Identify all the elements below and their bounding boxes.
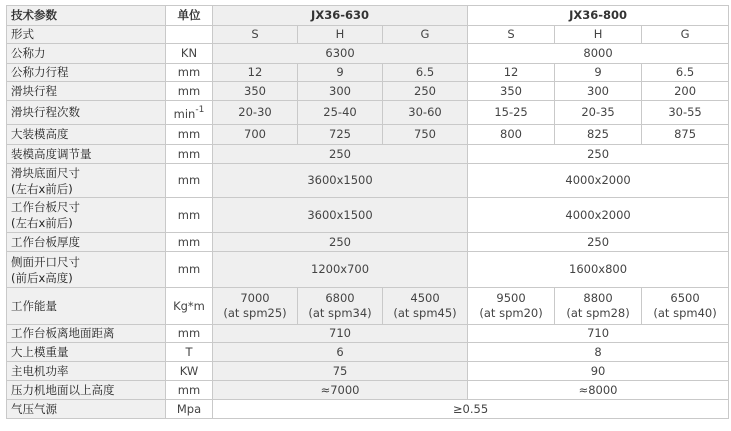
value-cell bbox=[642, 288, 729, 325]
row-label-line2: (左右x前后) bbox=[11, 181, 73, 196]
value-cell: 250 bbox=[383, 82, 468, 101]
value-cell: 250 bbox=[468, 233, 729, 252]
value-cell: 8000 bbox=[468, 44, 729, 64]
row-label: 大装模高度 bbox=[7, 125, 166, 145]
row-unit: mm bbox=[166, 125, 213, 145]
row-unit bbox=[166, 101, 213, 125]
header-model-630: JX36-630 bbox=[213, 6, 468, 26]
type-cell: H bbox=[555, 26, 642, 44]
row-label: 工作台板厚度 bbox=[7, 233, 166, 252]
specs-table bbox=[6, 5, 729, 419]
row-unit: mm bbox=[166, 198, 213, 233]
row-unit: KN bbox=[166, 44, 213, 64]
row-label: 气压气源 bbox=[7, 400, 166, 419]
table-row bbox=[7, 252, 729, 288]
value-cell: 6.5 bbox=[383, 64, 468, 82]
value-cell: 250 bbox=[213, 145, 468, 164]
value-cell: 250 bbox=[468, 145, 729, 164]
energy-spm: (at spm45) bbox=[393, 306, 457, 320]
row-label-line2: (前后x高度) bbox=[11, 270, 73, 285]
value-cell: 300 bbox=[555, 82, 642, 101]
type-cell: S bbox=[468, 26, 555, 44]
value-cell: 300 bbox=[298, 82, 383, 101]
row-label: 主电机功率 bbox=[7, 362, 166, 381]
row-unit: mm bbox=[166, 325, 213, 343]
value-cell: 350 bbox=[468, 82, 555, 101]
value-cell: 4000x2000 bbox=[468, 164, 729, 198]
table-row bbox=[7, 381, 729, 400]
row-label: 公称力行程 bbox=[7, 64, 166, 82]
table-row bbox=[7, 325, 729, 343]
value-cell: 12 bbox=[468, 64, 555, 82]
type-cell: G bbox=[642, 26, 729, 44]
row-unit: mm bbox=[166, 381, 213, 400]
value-cell: 710 bbox=[213, 325, 468, 343]
energy-value: 6800 bbox=[325, 291, 355, 305]
value-cell: 710 bbox=[468, 325, 729, 343]
value-cell: 700 bbox=[213, 125, 298, 145]
table-row bbox=[7, 400, 729, 419]
value-cell: 200 bbox=[642, 82, 729, 101]
energy-spm: (at spm25) bbox=[223, 306, 287, 320]
energy-value: 4500 bbox=[410, 291, 440, 305]
energy-value: 6500 bbox=[670, 291, 700, 305]
value-cell: 6.5 bbox=[642, 64, 729, 82]
value-cell: 875 bbox=[642, 125, 729, 145]
energy-value: 8800 bbox=[583, 291, 613, 305]
header-row bbox=[7, 6, 729, 26]
value-cell: 20-30 bbox=[213, 101, 298, 125]
value-cell: 1600x800 bbox=[468, 252, 729, 288]
value-cell: 8 bbox=[468, 343, 729, 362]
row-label: 工作台板离地面距离 bbox=[7, 325, 166, 343]
header-param: 技术参数 bbox=[7, 6, 166, 26]
table-row bbox=[7, 125, 729, 145]
table-row bbox=[7, 64, 729, 82]
value-cell: 725 bbox=[298, 125, 383, 145]
row-unit: mm bbox=[166, 82, 213, 101]
value-cell: 750 bbox=[383, 125, 468, 145]
unit-base: min bbox=[173, 107, 196, 121]
energy-spm: (at spm28) bbox=[566, 306, 630, 320]
table-row bbox=[7, 101, 729, 125]
row-label: 形式 bbox=[7, 26, 166, 44]
value-cell: 3600x1500 bbox=[213, 164, 468, 198]
value-cell: 9 bbox=[298, 64, 383, 82]
row-label bbox=[7, 164, 166, 198]
value-cell bbox=[468, 288, 555, 325]
value-cell bbox=[383, 288, 468, 325]
row-label: 滑块行程次数 bbox=[7, 101, 166, 125]
table-row bbox=[7, 362, 729, 381]
value-cell: 3600x1500 bbox=[213, 198, 468, 233]
row-label bbox=[7, 252, 166, 288]
row-label-line1: 工作台板尺寸 bbox=[11, 200, 80, 214]
table-row bbox=[7, 233, 729, 252]
row-label: 装模高度调节量 bbox=[7, 145, 166, 164]
row-label: 公称力 bbox=[7, 44, 166, 64]
table-row bbox=[7, 82, 729, 101]
row-unit: mm bbox=[166, 145, 213, 164]
value-cell: 825 bbox=[555, 125, 642, 145]
row-unit: Kg*m bbox=[166, 288, 213, 325]
value-cell: 90 bbox=[468, 362, 729, 381]
value-cell: ≈8000 bbox=[468, 381, 729, 400]
row-label: 压力机地面以上高度 bbox=[7, 381, 166, 400]
energy-spm: (at spm40) bbox=[653, 306, 717, 320]
value-cell bbox=[555, 288, 642, 325]
row-unit: KW bbox=[166, 362, 213, 381]
row-unit: Mpa bbox=[166, 400, 213, 419]
row-label: 大上模重量 bbox=[7, 343, 166, 362]
value-cell: 1200x700 bbox=[213, 252, 468, 288]
table-row bbox=[7, 198, 729, 233]
unit-exponent: -1 bbox=[195, 105, 205, 115]
value-cell: 75 bbox=[213, 362, 468, 381]
type-cell: S bbox=[213, 26, 298, 44]
row-unit: mm bbox=[166, 64, 213, 82]
value-cell bbox=[213, 288, 298, 325]
value-cell: 250 bbox=[213, 233, 468, 252]
type-cell: G bbox=[383, 26, 468, 44]
row-label-line1: 滑块底面尺寸 bbox=[11, 165, 80, 180]
energy-value: 7000 bbox=[240, 291, 270, 305]
table-row bbox=[7, 145, 729, 164]
value-cell: 6300 bbox=[213, 44, 468, 64]
value-cell: 4000x2000 bbox=[468, 198, 729, 233]
row-label: 滑块行程 bbox=[7, 82, 166, 101]
row-unit: mm bbox=[166, 252, 213, 288]
energy-value: 9500 bbox=[496, 291, 526, 305]
row-label bbox=[7, 198, 166, 233]
value-cell: 800 bbox=[468, 125, 555, 145]
value-cell: 12 bbox=[213, 64, 298, 82]
row-unit: mm bbox=[166, 233, 213, 252]
value-cell: ≈7000 bbox=[213, 381, 468, 400]
row-label-line2: (左右x前后) bbox=[11, 216, 73, 230]
row-unit: T bbox=[166, 343, 213, 362]
table-row bbox=[7, 343, 729, 362]
value-cell: ≥0.55 bbox=[213, 400, 729, 419]
value-cell: 15-25 bbox=[468, 101, 555, 125]
energy-spm: (at spm20) bbox=[479, 306, 543, 320]
row-unit: mm bbox=[166, 164, 213, 198]
row-label-line1: 侧面开口尺寸 bbox=[11, 254, 80, 269]
value-cell: 30-55 bbox=[642, 101, 729, 125]
table-row bbox=[7, 44, 729, 64]
row-label: 工作能量 bbox=[7, 288, 166, 325]
energy-spm: (at spm34) bbox=[308, 306, 372, 320]
value-cell: 6 bbox=[213, 343, 468, 362]
value-cell: 9 bbox=[555, 64, 642, 82]
type-cell: H bbox=[298, 26, 383, 44]
value-cell bbox=[298, 288, 383, 325]
value-cell: 350 bbox=[213, 82, 298, 101]
header-model-800: JX36-800 bbox=[468, 6, 729, 26]
header-unit: 单位 bbox=[166, 6, 213, 26]
table-row bbox=[7, 288, 729, 325]
table-row bbox=[7, 26, 729, 44]
table-row bbox=[7, 164, 729, 198]
value-cell: 30-60 bbox=[383, 101, 468, 125]
row-unit bbox=[166, 26, 213, 44]
value-cell: 25-40 bbox=[298, 101, 383, 125]
value-cell: 20-35 bbox=[555, 101, 642, 125]
